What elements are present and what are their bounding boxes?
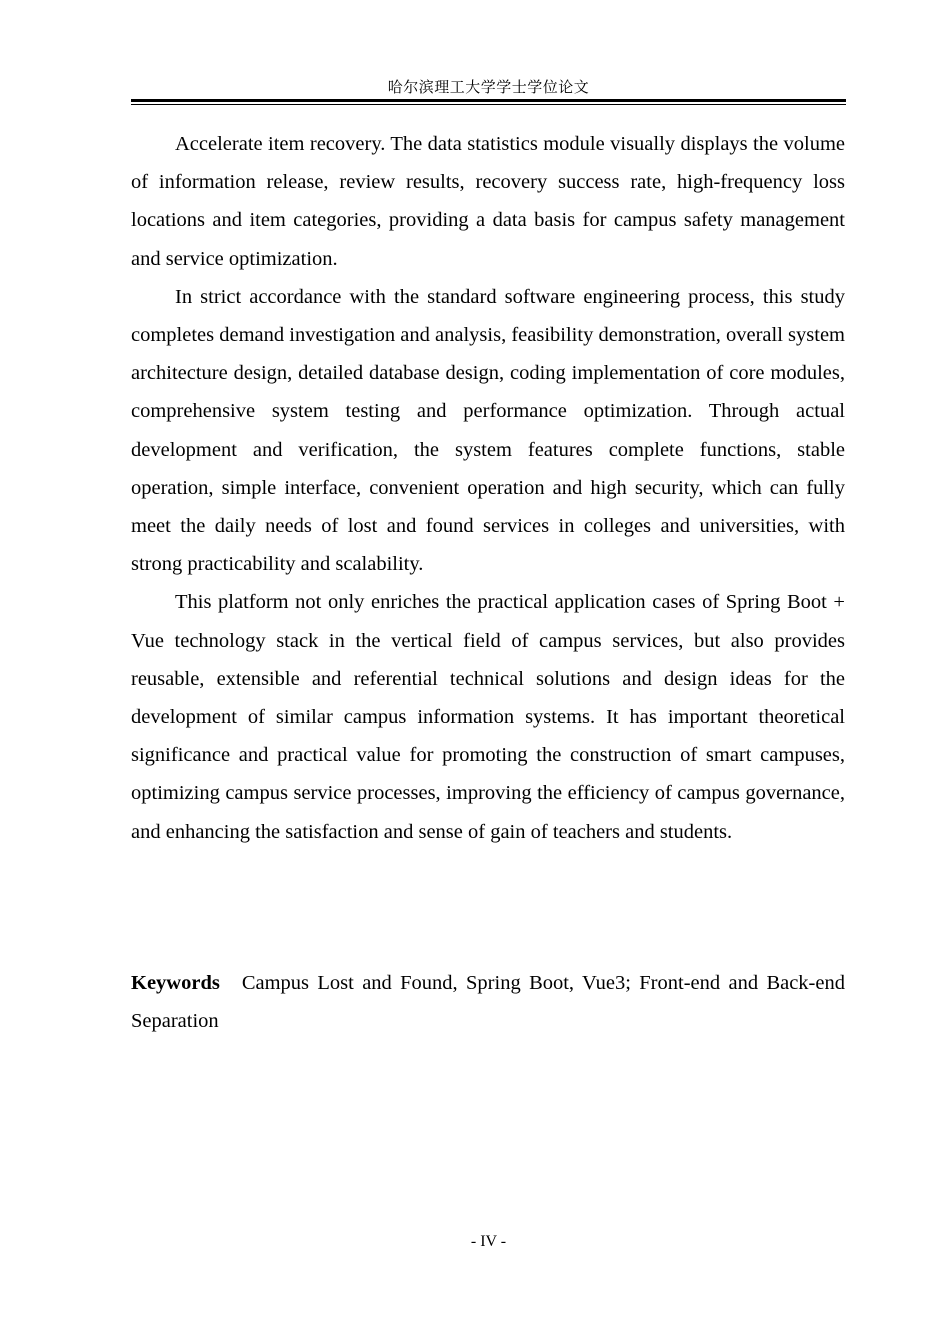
paragraph-3: This platform not only enriches the practical application cases of Spring Boot + Vue technology stack in the vertical field of campus services, but also provides reusable, extensible and referential technical solutions and design ideas for the development of similar campus information systems. It has important theoretical significance and practical value for promoting the construction of smart campuses, optimizing campus service processes, improving the efficiency of campus governance, and enhancing the satisfaction and sense of gain of teachers and students. — [131, 591, 845, 843]
page-header: 哈尔滨理工大学学士学位论文 — [387, 80, 590, 96]
keywords-label: Keywords — [131, 972, 220, 994]
abstract-body — [131, 125, 845, 851]
paragraph-2: In strict accordance with the standard software engineering process, this study completes demand investigation and analysis, feasibility demonstration, overall system architecture design, detailed database design, coding implementation of core modules, comprehensive system testing and performance optimization. Through actual development and verification, the system features complete functions, stable operation, simple interface, convenient operation and high security, which can fully meet the daily needs of lost and found services in colleges and universities, with strong practicability and scalability. — [131, 285, 845, 576]
keywords-text: Campus Lost and Found, Spring Boot, Vue3; Front-end and Back-end Separation — [131, 972, 845, 1033]
header-rule-thick — [131, 99, 846, 102]
paragraph-1: Accelerate item recovery. The data statistics module visually displays the volume of information release, review results, recovery success rate, high-frequency loss locations and item categories, providing a data basis for campus safety management and service optimization. — [131, 133, 845, 270]
page-number: - IV - — [470, 1233, 507, 1250]
header-rule-thin — [131, 104, 846, 105]
keywords-line — [131, 964, 845, 1040]
